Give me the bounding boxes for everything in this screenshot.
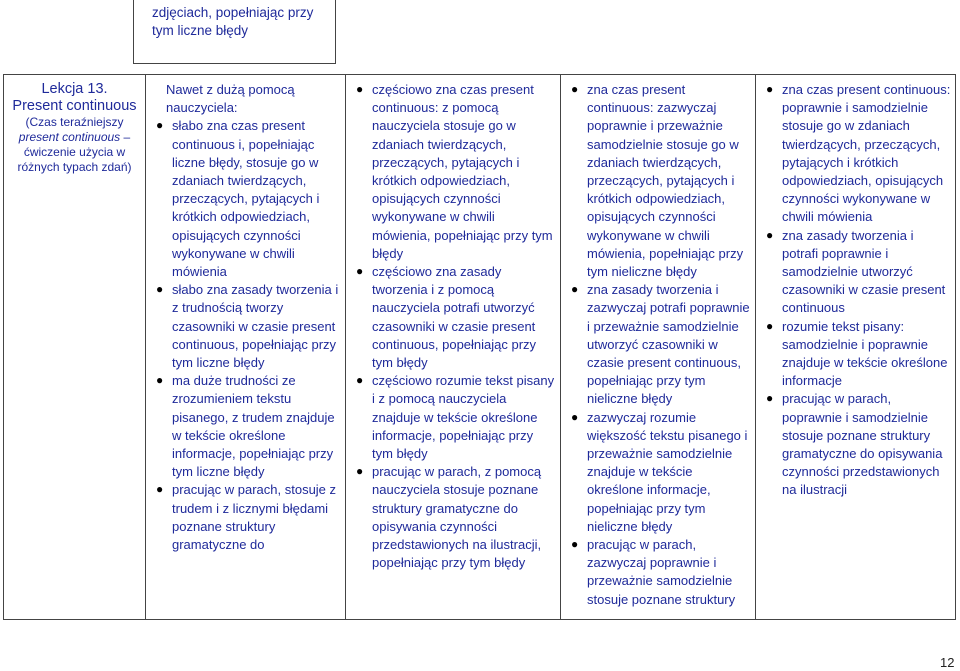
- list-item: [150, 117, 341, 281]
- grading-table: [3, 74, 956, 620]
- list-item: [760, 318, 951, 391]
- criterion-text: zna czas present continuous: zazwyczaj poprawnie i przeważnie samodzielnie stosuje go w zdaniach twierdzących, przeczących, pytających i krótkich odpowiedziach, opisujących czynności wykonywane w chwili mówienia, popełniając przy tym nieliczne błędy: [587, 82, 744, 280]
- bullet-icon: ●: [356, 82, 364, 96]
- lesson-topic: Present continuous: [12, 98, 137, 114]
- criterion-text: zna czas present continuous: poprawnie i samodzielnie stosuje go w zdaniach twierdzących, przeczących, pytających i krótkich odpowiedziach, opisujących czynności wykonywane w chwili mówienia: [782, 82, 951, 225]
- criterion-text: rozumie tekst pisany: samodzielnie i poprawnie znajduje w tekście określone informacje: [782, 318, 948, 389]
- list-item: [350, 81, 556, 263]
- list-item: [760, 81, 951, 227]
- list-item: [565, 81, 751, 281]
- list-item: [565, 281, 751, 408]
- top-cell: [133, 0, 336, 64]
- criteria-list: [760, 81, 951, 500]
- table-row: [4, 75, 956, 620]
- list-item: [760, 227, 951, 318]
- criteria-list: [350, 81, 556, 572]
- bullet-icon: ●: [156, 482, 164, 497]
- bullet-icon: ●: [571, 282, 579, 297]
- bullet-icon: ●: [356, 264, 364, 279]
- grade-cell-1: [146, 75, 346, 620]
- criteria-list: [565, 81, 751, 609]
- criterion-text: pracując w parach, z pomocą nauczyciela stosuje poznane struktury gramatyczne do opisywania czynności przedstawionych na ilustracji, popełniając przy tym błędy: [372, 464, 542, 571]
- lesson-number: Lekcja 13.: [41, 81, 108, 97]
- grade-intro: Nawet z dużą pomocą nauczyciela:: [166, 82, 295, 116]
- list-item: [150, 481, 341, 554]
- grade-cell-3: [561, 75, 756, 620]
- bullet-icon: ●: [356, 464, 364, 479]
- list-item: [350, 463, 556, 572]
- bullet-icon: ●: [571, 537, 579, 552]
- lesson-cell: [4, 75, 146, 620]
- list-item: [565, 536, 751, 609]
- bullet-icon: ●: [156, 118, 164, 133]
- top-cell-text: zdjęciach, popełniając przy tym liczne błędy: [152, 5, 314, 38]
- lesson-desc-italic: present continuous: [18, 130, 121, 144]
- list-item: [350, 263, 556, 372]
- list-item: [150, 281, 341, 372]
- criterion-text: słabo zna czas present continuous i, popełniając liczne błędy, stosuje go w zdaniach twierdzących, przeczących, pytających i krótkich odpowiedziach, opisujących czynności wykonywane w chwili mówienia: [172, 118, 320, 280]
- grade-cell-2: [346, 75, 561, 620]
- criterion-text: częściowo zna czas present continuous: z pomocą nauczyciela stosuje go w zdaniach twierdzących, przeczących, pytających i krótkich odpowiedziach, opisujących czynności wykonywane w chwili mówienia, popełniając przy tym błędy: [372, 82, 553, 261]
- list-item: [150, 372, 341, 481]
- lesson-desc-part: (Czas teraźniejszy: [25, 115, 124, 129]
- bullet-icon: ●: [356, 373, 364, 388]
- criterion-text: słabo zna zasady tworzenia i z trudnością tworzy czasowniki w czasie present continuous, popełniając przy tym liczne błędy: [172, 282, 339, 371]
- criterion-text: częściowo rozumie tekst pisany i z pomocą nauczyciela znajduje w tekście określone informacje, popełniając przy tym błędy: [372, 373, 555, 462]
- bullet-icon: ●: [766, 82, 774, 96]
- bullet-icon: ●: [766, 318, 774, 333]
- bullet-icon: ●: [571, 409, 579, 424]
- lesson-description: [8, 115, 141, 175]
- grade-cell-4: [756, 75, 956, 620]
- bullet-icon: ●: [571, 82, 579, 96]
- bullet-icon: ●: [156, 373, 164, 388]
- lesson-desc-part: – ćwiczenie użycia w różnych typach zdań): [17, 130, 132, 174]
- page-number: 12: [940, 655, 955, 670]
- criterion-text: częściowo zna zasady tworzenia i z pomocą nauczyciela potrafi utworzyć czasowniki w czasie present continuous, popełniając przy tym błędy: [372, 264, 537, 371]
- criterion-text: zazwyczaj rozumie większość tekstu pisanego i przeważnie samodzielnie znajduje w tekście określone informacje, popełniając przy tym nieliczne błędy: [587, 409, 748, 534]
- criterion-text: zna zasady tworzenia i potrafi poprawnie i samodzielnie utworzyć czasowniki w czasie present continuous: [782, 227, 946, 316]
- criterion-text: pracując w parach, poprawnie i samodzielnie stosuje poznane struktury gramatyczne do opisywania czynności przedstawionych na ilustracji: [782, 391, 943, 498]
- criterion-text: pracując w parach, stosuje z trudem i z licznymi błędami poznane struktury gramatyczne do: [172, 482, 337, 553]
- list-item: [350, 372, 556, 463]
- criterion-text: zna zasady tworzenia i zazwyczaj potrafi poprawnie i przeważnie samodzielnie utworzyć czasowniki w czasie present continuous, popełniając przy tym nieliczne błędy: [587, 282, 750, 407]
- bullet-icon: ●: [156, 282, 164, 297]
- bullet-icon: ●: [766, 227, 774, 242]
- criterion-text: ma duże trudności ze zrozumieniem tekstu pisanego, z trudem znajduje w tekście określone informacje, popełniając przy tym liczne błędy: [172, 373, 335, 480]
- list-item: [565, 409, 751, 536]
- bullet-icon: ●: [766, 391, 774, 406]
- criteria-list: [150, 117, 341, 554]
- criterion-text: pracując w parach, zazwyczaj poprawnie i przeważnie samodzielnie stosuje poznane struktury: [587, 537, 736, 607]
- list-item: [760, 390, 951, 499]
